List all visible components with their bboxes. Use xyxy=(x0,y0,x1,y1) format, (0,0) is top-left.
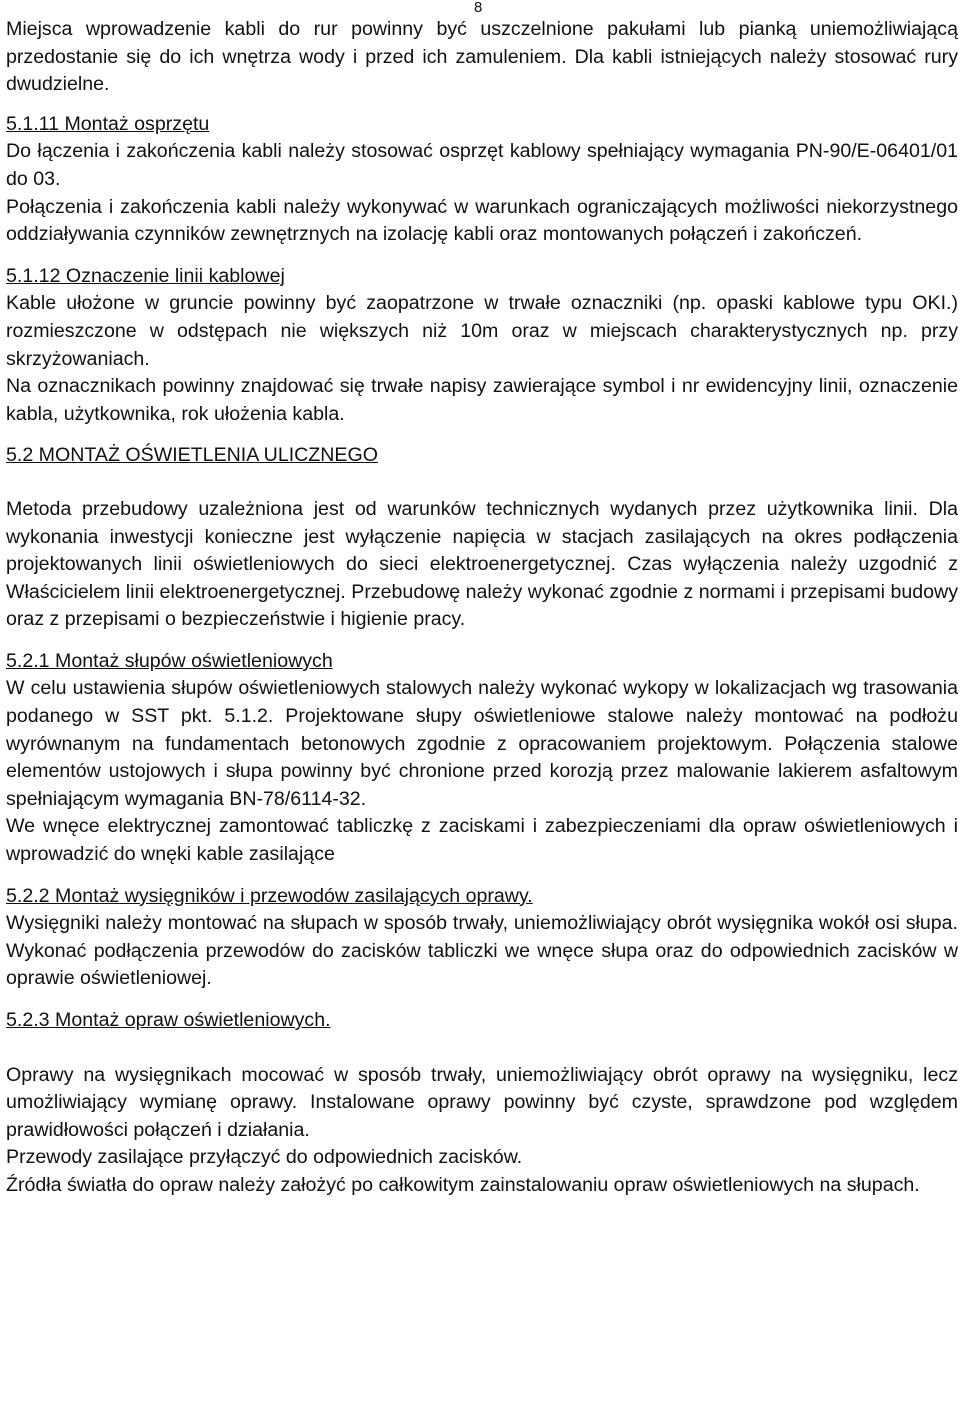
heading-5-1-11-text: 5.1.11 Montaż osprzętu xyxy=(6,112,210,135)
paragraph-marker-inscriptions: Na oznacznikach powinny znajdować się trwałe napisy zawierające symbol i nr ewidencyjny linii, oznaczenie kabla, użytkownika, rok ułożenia kabla. xyxy=(6,375,958,425)
paragraph-terminal-board: We wnęce elektrycznej zamontować tabliczkę z zaciskami i zabezpieczeniami dla opraw oświetleniowych i wprowadzić do wnęki kable zasilające xyxy=(6,815,958,866)
heading-5-1-12-text: 5.1.12 Oznaczenie linii kablowej xyxy=(6,264,285,287)
heading-5-1-12 xyxy=(6,263,958,291)
document-body xyxy=(6,16,958,1200)
heading-5-2-2-text: 5.2.2 Montaż wysięgników i przewodów zasilających oprawy. xyxy=(6,884,533,907)
paragraph-cable-markers: Kable ułożone w gruncie powinny być zaopatrzone w trwałe oznaczniki (np. opaski kablowe typu OKI.) rozmieszczone w odstępach nie większych niż 10m oraz w miejscach charakterystycznych np. przy skrzyżowaniach. xyxy=(6,292,958,370)
paragraph-supply-wires: Przewody zasilające przyłączyć do odpowiednich zacisków. xyxy=(6,1146,523,1169)
heading-5-2-text: 5.2 MONTAŻ OŚWIETLENIA ULICZNEGO xyxy=(6,444,378,467)
paragraph-light-sources: Źródła światła do opraw należy założyć po całkowitym zainstalowaniu opraw oświetleniowych na słupach. xyxy=(6,1173,920,1196)
page-number: 8 xyxy=(474,0,483,16)
paragraph-pole-installation: W celu ustawienia słupów oświetleniowych stalowych należy wykonać wykopy w lokalizacjach wg trasowania podanego w SST pkt. 5.1.2. Projektowane słupy oświetleniowe stalowe należy montować na podłożu wyrównanym na fundamentach betonowych zgodnie z opracowaniem projektowym. Połączenia stalowe elementów ustojowych i słupa powinny być chronione przed korozją przez malowanie lakierem asfaltowym spełniającym wymagania BN-78/6114-32. xyxy=(6,677,958,810)
paragraph-cable-entry: Miejsca wprowadzenie kabli do rur powinny być uszczelnione pakułami lub pianką uniemożliwiającą przedostanie się do ich wnętrza wody i przed ich zamuleniem. Dla kabli istniejących należy stosować rury dwudzielne. xyxy=(6,18,958,96)
heading-5-2-1 xyxy=(6,648,958,676)
paragraph-fittings: Do łączenia i zakończenia kabli należy stosować osprzęt kablowy spełniający wymagania PN-90/E-06401/01 do 03. xyxy=(6,140,958,190)
paragraph-luminaires: Oprawy na wysięgnikach mocować w sposób trwały, uniemożliwiający obrót oprawy na wysięgniku, lecz umożliwiający wymianę oprawy. Instalowane oprawy powinny być czyste, sprawdzone pod względem prawidłowości połączeń i działania. xyxy=(6,1063,958,1141)
heading-5-2-1-text: 5.2.1 Montaż słupów oświetleniowych xyxy=(6,649,333,672)
heading-5-1-11 xyxy=(6,111,958,139)
heading-5-2-2 xyxy=(6,883,958,911)
heading-5-2-3 xyxy=(6,1007,958,1035)
paragraph-connections: Połączenia i zakończenia kabli należy wykonywać w warunkach ograniczających możliwości niekorzystnego oddziaływania czynników zewnętrznych na izolację kabli oraz montowanych połączeń i zakończeń. xyxy=(6,195,958,246)
paragraph-rebuild-method: Metoda przebudowy uzależniona jest od warunków technicznych wydanych przez użytkownika linii. Dla wykonania inwestycji konieczne jest wyłączenie napięcia w stacjach zasilających na okres podłączenia projektowanych linii oświetleniowych do sieci elektroenergetycznej. Czas wyłączenia należy uzgodnić z Właścicielem linii elektroenergetycznej. Przebudowę należy wykonać zgodnie z normami i przepisami budowy oraz z przepisami o bezpieczeństwie i higienie pracy. xyxy=(6,497,958,631)
paragraph-brackets: Wysięgniki należy montować na słupach w sposób trwały, uniemożliwiający obrót wysięgnika wokół osi słupa. Wykonać podłączenia przewodów do zacisków tabliczki we wnęce słupa oraz do odpowiednich zacisków w oprawie oświetleniowej. xyxy=(6,912,958,990)
heading-5-2-3-text: 5.2.3 Montaż opraw oświetleniowych. xyxy=(6,1009,331,1031)
heading-5-2 xyxy=(6,442,958,470)
